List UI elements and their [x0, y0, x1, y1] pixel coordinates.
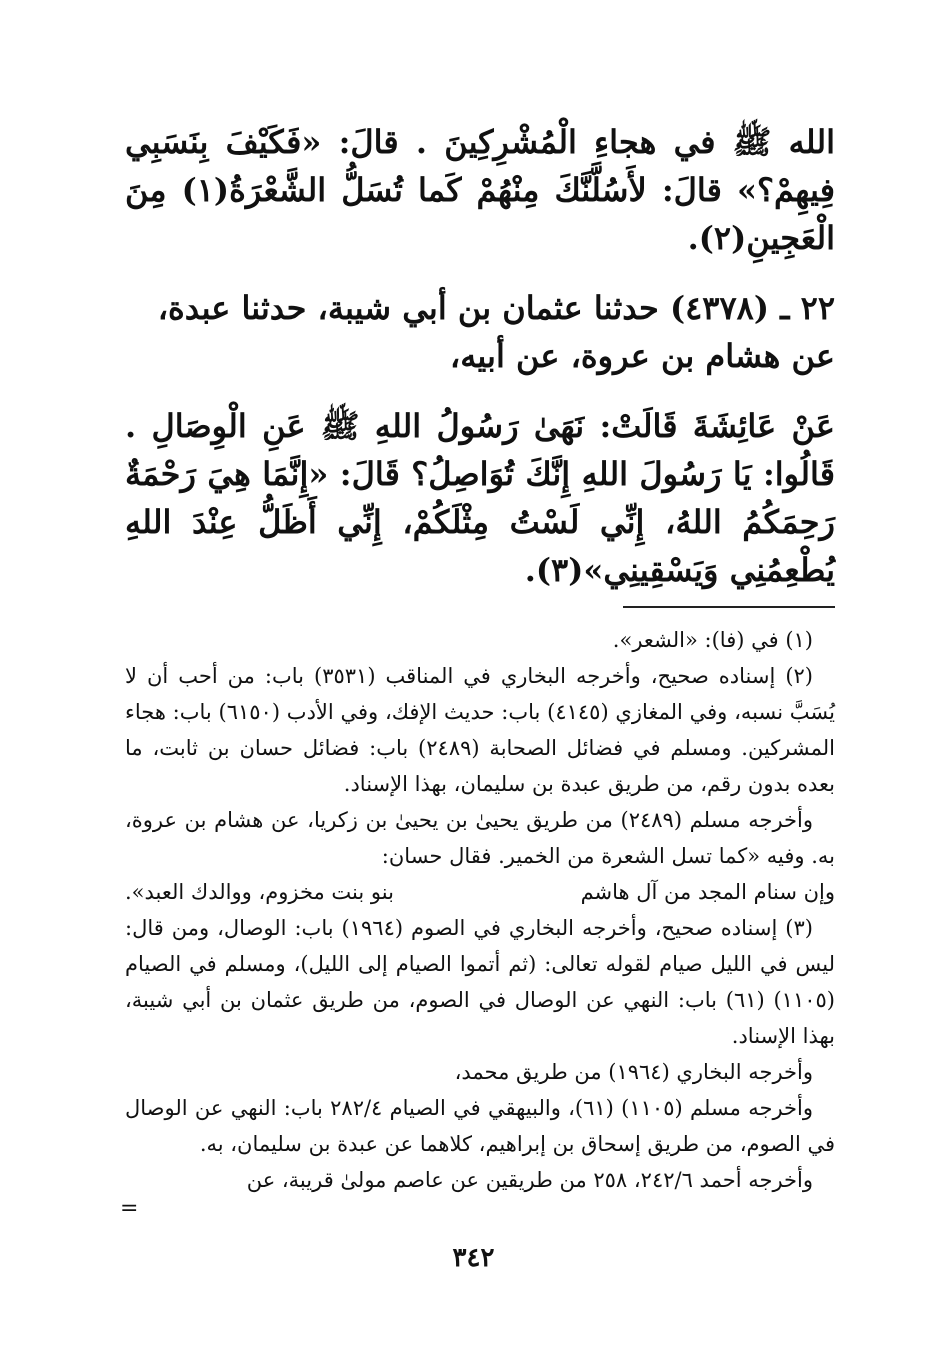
footnote-1: (١) في (فا): «الشعر».	[612, 628, 813, 652]
footnote-3: (٣) إسناده صحيح، وأخرجه البخاري في الصوم (١٩٦٤) باب: الوصال، ومن قال: ليس في الليل صيام لقوله تعالى: (ثم أتموا الصيام إلى الليل)، ومسلم في الصيام (١١٠٥) (٦١) باب: النهي عن الوصال في الصوم، من طريق عثمان بن أبي شيبة، بهذا الإسناد.	[125, 916, 835, 1048]
footnote-3-bukhari: وأخرجه البخاري (١٩٦٤) من طريق محمد،	[454, 1060, 813, 1084]
poem-verse	[125, 874, 835, 910]
footnote-divider	[623, 606, 835, 608]
main-text	[125, 118, 835, 594]
page-number: ٣٤٢	[452, 1243, 495, 1273]
footnotes	[125, 622, 835, 1198]
footnote-2-continued: وأخرجه مسلم (٢٤٨٩) من طريق يحيىٰ بن يحيىٰ بن زكريا، عن هشام بن عروة، به. وفيه «كما تسل الشعرة من الخمير. فقال حسان:	[125, 808, 835, 868]
hadith-text: عَنْ عَائِشَةَ قَالَتْ: نَهَىٰ رَسُولُ اللهِ ﷺ عَنِ الْوِصَالِ . قَالُوا: يَا رَسُولَ اللهِ إِنَّكَ تُوَاصِلُ؟ قَالَ: «إِنَّمَا هِيَ رَحْمَةٌ رَحِمَكُمُ اللهُ، إِنِّي لَسْتُ مِثْلَكُمْ، إِنِّي أَظَلُّ عِنْدَ اللهِ يُطْعِمُنِي وَيَسْقِينِي»(٣).	[125, 407, 836, 589]
footnote-2: (٢) إسناده صحيح، وأخرجه البخاري في المناقب (٣٥٣١) باب: من أحب أن لا يُسَبَّ نسبه، وفي المغازي (٤١٤٥) باب: حديث الإفك، وفي الأدب (٦١٥٠) باب: هجاء المشركين. ومسلم في فضائل الصحابة (٢٤٨٩) باب: فضائل حسان بن ثابت، ما بعده بدون رقم، من طريق عبدة بن سليمان، بهذا الإسناد.	[125, 664, 835, 796]
page-body	[125, 118, 835, 1198]
isnad-line-2: عن هشام بن عروة، عن أبيه،	[449, 337, 835, 375]
isnad-line-1: ٢٢ ـ (٤٣٧٨) حدثنا عثمان بن أبي شيبة، حدثنا عبدة،	[157, 289, 835, 327]
continuation-mark: =	[120, 1196, 139, 1221]
poem-first-hemistich: وإن سنام المجد من آل هاشم	[580, 880, 835, 904]
footnote-3-muslim: وأخرجه مسلم (١١٠٥) (٦١)، والبيهقي في الصيام ٢٨٢/٤ باب: النهي عن الوصال في الصوم، من طريق إسحاق بن إبراهيم، كلاهما عن عبدة بن سليمان، به.	[125, 1096, 835, 1156]
hadith-text-continued: الله ﷺ في هجاءِ الْمُشْرِكِينَ . قالَ: «فَكَيْفَ بِنَسَبِي فِيهِمْ؟» قالَ: لأَسُلَّنَّكَ مِنْهُمْ كَما تُسَلُّ الشَّعْرَةُ(١) مِنَ الْعَجِينِ(٢).	[125, 123, 836, 257]
poem-second-hemistich: بنو بنت مخزوم، ووالدك العبد».	[125, 880, 394, 904]
footnote-3-ahmad: وأخرجه أحمد ٢٤٢/٦، ٢٥٨ من طريقين عن عاصم مولىٰ قريبة، عن	[246, 1168, 813, 1192]
